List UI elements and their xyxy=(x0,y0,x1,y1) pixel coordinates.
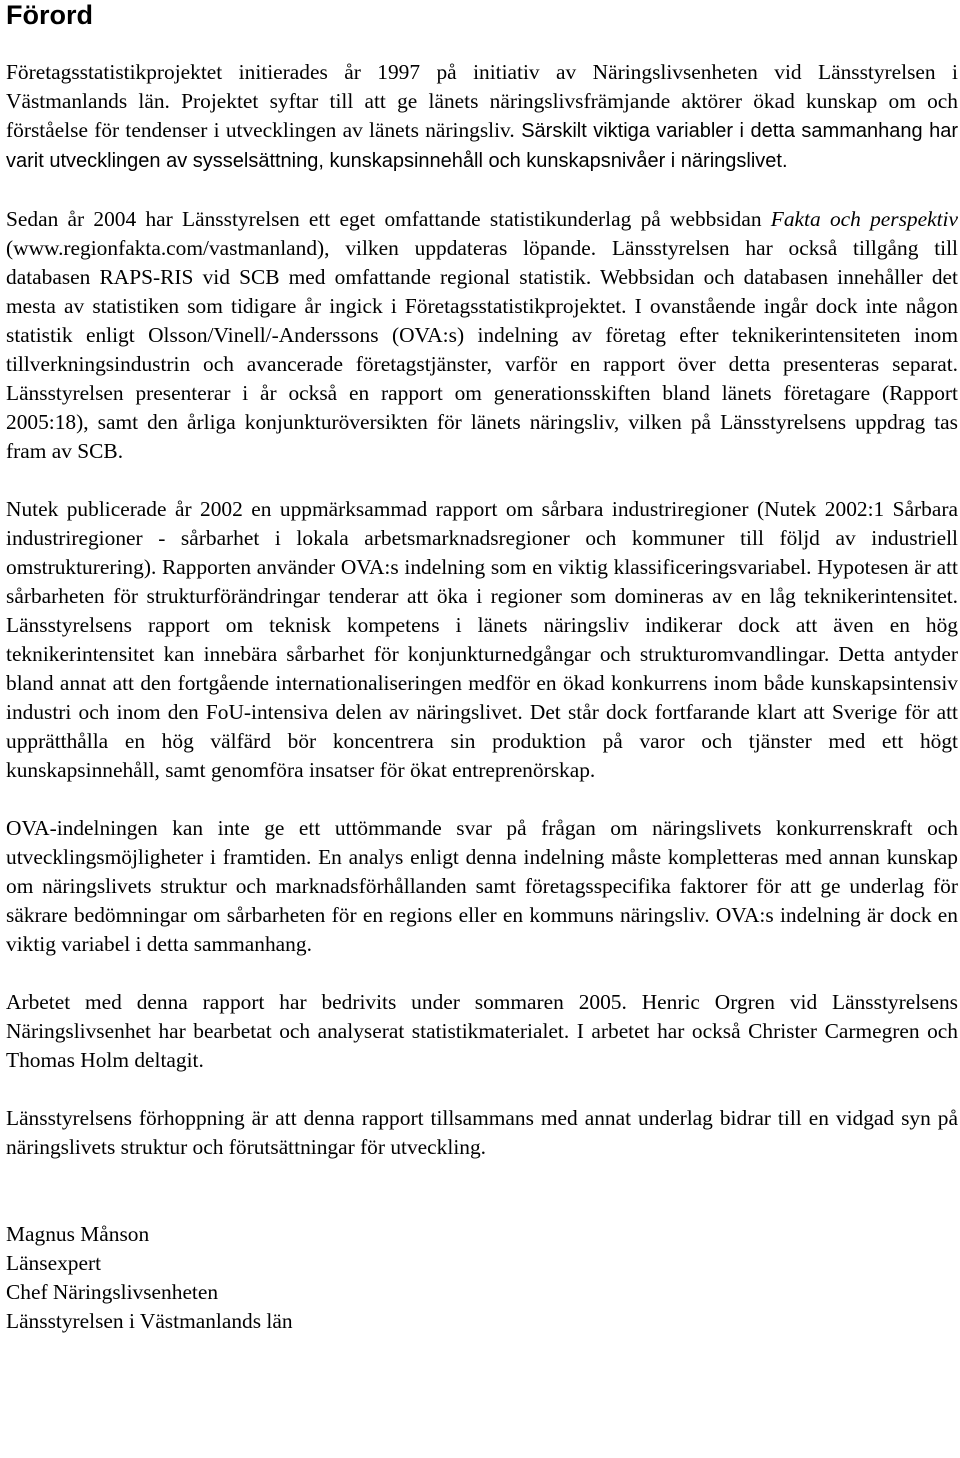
paragraph-4: OVA-indelningen kan inte ge ett uttömmande svar på frågan om näringslivets konkurrenskraft och utvecklingsmöjligheter i framtiden. En analys enligt denna indelning måste kompletteras med annan kunskap om näringslivets struktur och marknadsförhållanden samt företagsspecifika faktorer för att ge underlag för säkrare bedömningar om sårbarheten för en regions eller en kommuns näringsliv. OVA:s indelning är dock en viktig variabel i detta sammanhang. xyxy=(6,816,958,956)
signature-organization: Länsstyrelsen i Västmanlands län xyxy=(6,1309,293,1333)
paragraph-1-text: Företagsstatistikprojektet initierades år 1997 på initiativ av Näringslivsenheten vid Länsstyrelsen i Västmanlands län. Projektet syftar till att ge länets näringslivsfrämjande aktörer ökad kunskap om och förståelse för tendenser i utvecklingen av länets näringsliv. xyxy=(6,60,958,142)
paragraph-5: Arbetet med denna rapport har bedrivits under sommaren 2005. Henric Orgren vid Länsstyrelsens Näringslivsenhet har bearbetat och analyserat statistikmaterialet. I arbetet har också Christer Carmegren och Thomas Holm deltagit. xyxy=(6,990,958,1072)
document-page xyxy=(6,0,958,1336)
signature-role: Länsexpert xyxy=(6,1251,102,1275)
signature-block xyxy=(6,1220,958,1336)
paragraph-2 xyxy=(6,205,958,466)
paragraph-3: Nutek publicerade år 2002 en uppmärksammad rapport om sårbara industriregioner (Nutek 2002:1 Sårbara industriregioner - sårbarhet i lokala arbetsmarknadsregioner och kommuner till följd av industriell omstrukturering). Rapporten använder OVA:s indelning som en viktig klassificeringsvariabel. Hypotesen är att sårbarheten för strukturförändringar tenderar att öka i regioner som domineras av en låg teknikerintensitet. Länsstyrelsens rapport om teknisk kompetens i länets näringsliv indikerar dock att även en hög teknikerintensitet kan innebära sårbarhet för konjunkturnedgångar och strukturomvandlingar. Detta antyder bland annat att den fortgående internationaliseringen medför en ökad konkurrens inom både kunskapsintensiv industri och inom den FoU-intensiva delen av näringslivet. Det står dock fortfarande klart att Sverige för att upprätthålla en hög välfärd bör koncentrera sin produktion på varor och tjänster med ett högt kunskapsinnehåll, samt genomföra insatser för ökat entreprenörskap. xyxy=(6,497,958,782)
website-name: Fakta och perspektiv xyxy=(770,207,958,231)
paragraph-2-text-start: Sedan år 2004 har Länsstyrelsen ett eget omfattande statistikunderlag på webbsidan xyxy=(6,207,771,231)
signature-unit: Chef Näringslivsenheten xyxy=(6,1280,219,1304)
paragraph-1 xyxy=(6,58,958,176)
paragraph-2-text-rest: (www.regionfakta.com/vastmanland), vilken uppdateras löpande. Länsstyrelsen har också tillgång till databasen RAPS-RIS vid SCB med omfattande regional statistik. Webbsidan och databasen innehåller det mesta av statistiken som tidigare år ingick i Företagsstatistikprojektet. I ovanstående ingår dock inte någon statistik enligt Olsson/Vinell/-Anderssons (OVA:s) indelning av företag efter teknikerintensiteten inom tillverkningsindustrin och avancerade företagstjänster, varför en rapport över detta presenteras separat. Länsstyrelsen presenterar i år också en rapport om generationsskiften bland länets företagare (Rapport 2005:18), samt den årliga konjunkturöversikten för länets näringsliv, vilken på Länsstyrelsens uppdrag tas fram av SCB. xyxy=(6,236,958,463)
signature-name: Magnus Månson xyxy=(6,1222,150,1246)
paragraph-1-sans-text: Särskilt viktiga variabler i detta sammanhang har varit utvecklingen av sysselsättning, kunskapsinnehåll och kunskapsnivåer i näringslivet. xyxy=(6,120,958,172)
paragraph-6: Länsstyrelsens förhoppning är att denna rapport tillsammans med annat underlag bidrar till en vidgad syn på näringslivets struktur och förutsättningar för utveckling. xyxy=(6,1106,958,1159)
page-title: Förord xyxy=(6,0,93,30)
